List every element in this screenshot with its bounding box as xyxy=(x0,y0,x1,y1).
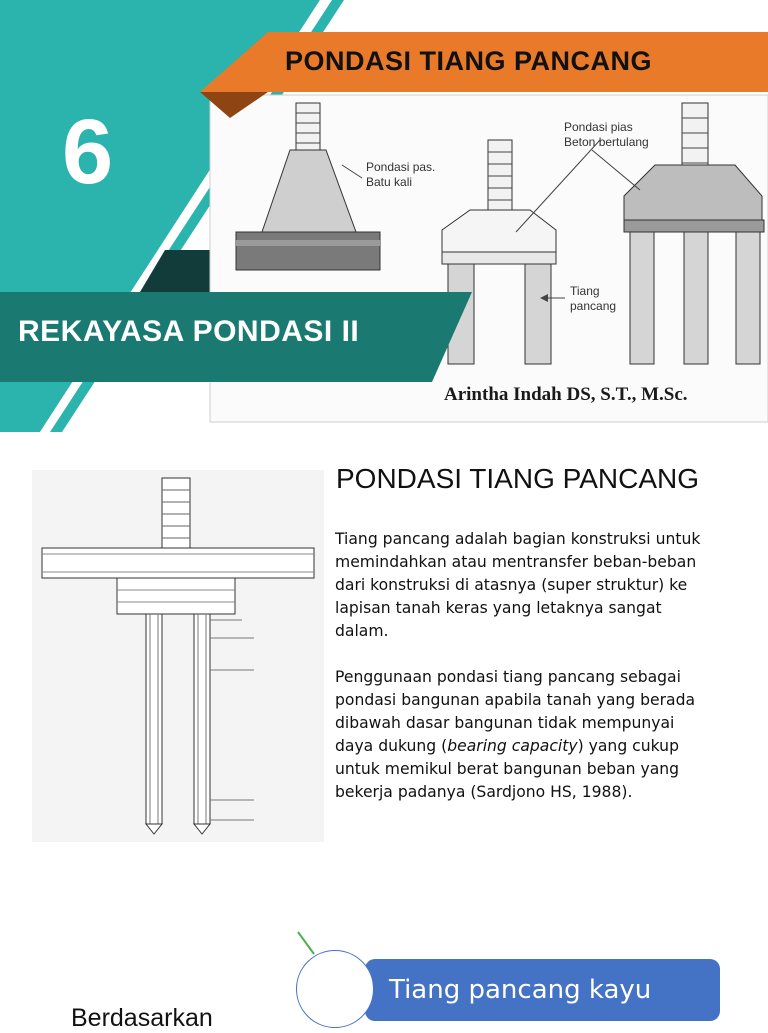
label-tiang-line1: Tiang xyxy=(570,284,600,298)
presentation-title: PONDASI TIANG PANCANG xyxy=(285,46,653,76)
label-pondasi-pas-line2: Batu kali xyxy=(366,175,413,189)
paragraph-definition: Tiang pancang adalah bagian konstruksi untuk memindahkan atau mentransfer beban-beban dari konstruksi di atasnya (super struktur) ke lapisan tanah keras yang letaknya sangat dalam. xyxy=(335,530,701,640)
label-pondasi-pias-line1: Pondasi pias xyxy=(564,120,633,134)
label-pondasi-pas xyxy=(366,160,435,190)
connector-line xyxy=(290,928,320,958)
paragraph-usage-part2: ) yang cukup untuk memikul berat bangunan beban yang bekerja padanya (Sardjono HS, 1988). xyxy=(335,737,680,801)
section-title: PONDASI TIANG PANCANG xyxy=(336,463,700,494)
label-pondasi-pias xyxy=(564,120,649,150)
label-pondasi-pias-line2: Beton bertulang xyxy=(564,135,649,149)
paragraph-usage-italic: bearing capacity xyxy=(447,737,578,755)
title-banner xyxy=(0,0,768,432)
bullet-circle xyxy=(296,950,374,1028)
label-tiang-line2: pancang xyxy=(570,299,617,313)
classification-label: Berdasarkan xyxy=(71,1004,213,1032)
chapter-number: 6 xyxy=(62,101,114,203)
author-name: Arintha Indah DS, S.T., M.Sc. xyxy=(444,384,688,405)
label-pondasi-pas-line1: Pondasi pas. xyxy=(366,160,436,174)
course-name: REKAYASA PONDASI II xyxy=(18,315,360,348)
label-tiang-pancang xyxy=(570,284,616,314)
pile-drawing-svg xyxy=(32,470,324,842)
paragraph-usage xyxy=(335,666,705,804)
paragraph-usage-part1: Penggunaan pondasi tiang pancang sebagai pondasi bangunan apabila tanah yang berada dibawah dasar bangunan tidak mempunyai daya dukung ( xyxy=(335,668,696,755)
type-item-wood-pile: Tiang pancang kayu xyxy=(365,959,720,1021)
pile-section-drawing xyxy=(32,470,324,842)
